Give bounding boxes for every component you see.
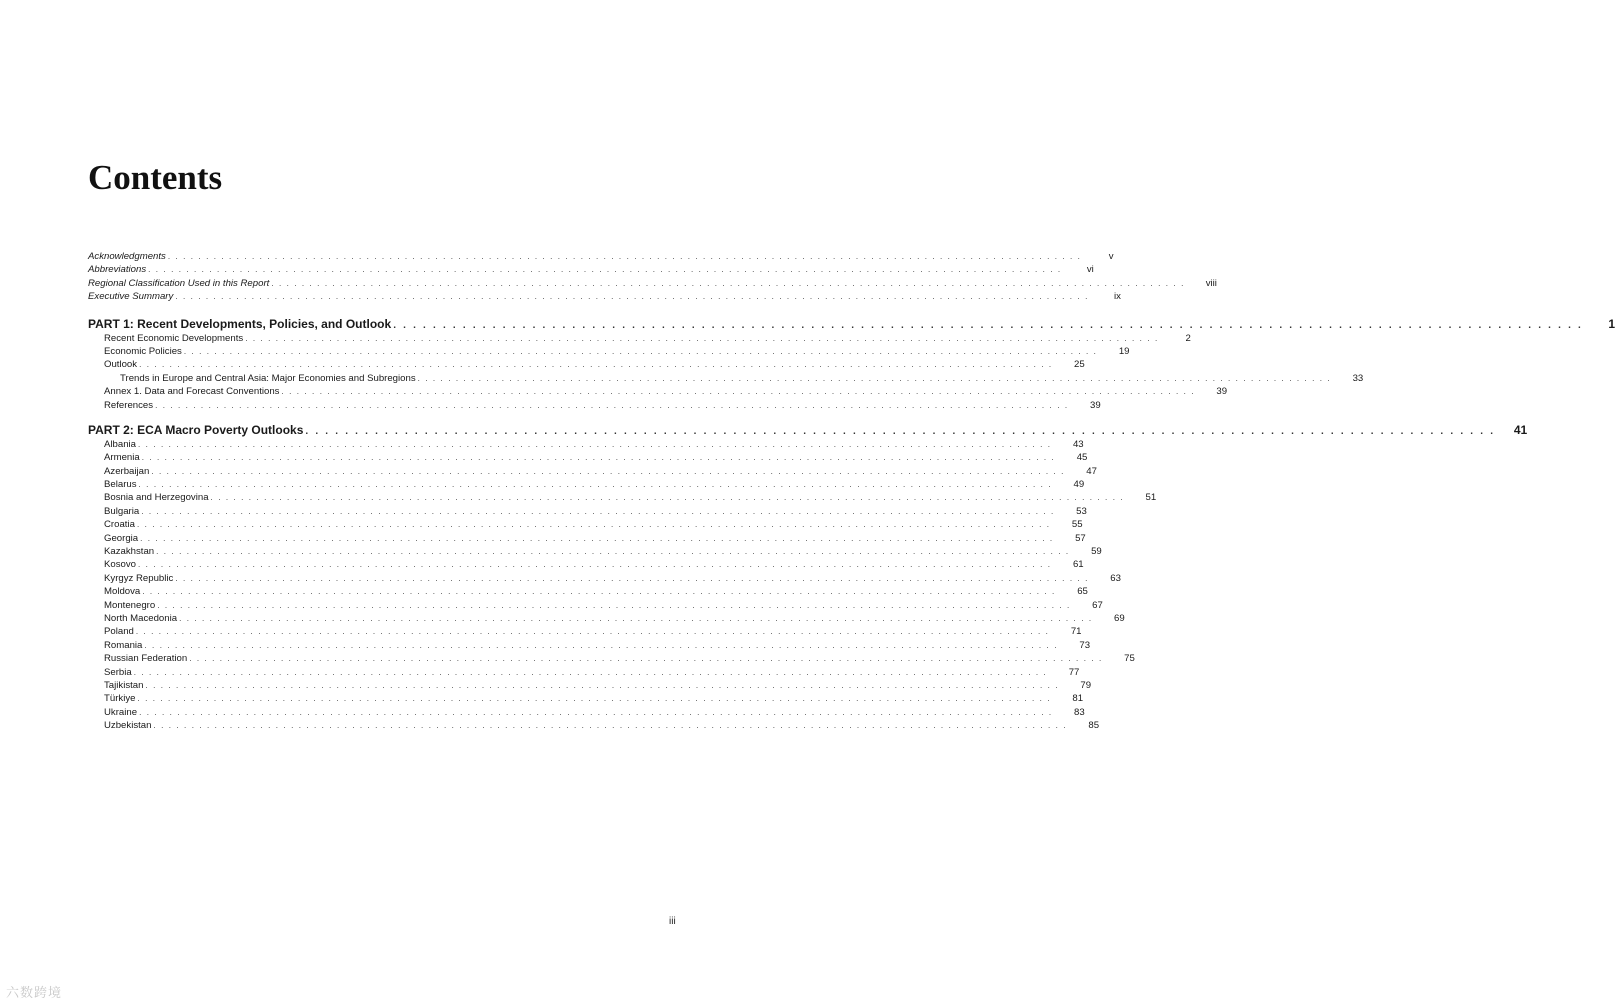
toc-entry[interactable] [88, 478, 1085, 491]
toc-entry-label: Bulgaria [104, 505, 140, 517]
part2-section [88, 422, 1528, 733]
toc-entry-label: Acknowledgments [88, 251, 166, 262]
toc-entry-page: 55 [1071, 519, 1083, 531]
dot-leader: . . . . . . . . . . . . . . . . . . . . . . . . . . . . . . . . . . . . . . . . . . . . . . . . . . . . . . . . . . . . . . . . . . . . . . . . . . . . . . . . . . . . . . . . . . . . . . . . . . . . . . . . . . . . . . . . . . . . . . . . [153, 721, 1068, 731]
dot-leader: . . . . . . . . . . . . . . . . . . . . . . . . . . . . . . . . . . . . . . . . . . . . . . . . . . . . . . . . . . . . . . . . . . . . . . . . . . . . . . . . . . . . . . . . . . . . . . . . . . . . . . . . . . . . . . . . . . . . . . . . [393, 319, 1584, 331]
toc-entry-label: Outlook [104, 359, 138, 371]
toc-entry-page: 49 [1073, 479, 1085, 491]
toc-entry-page: 79 [1080, 679, 1092, 691]
toc-entry-page: v [1108, 251, 1114, 262]
toc-entry-page: 71 [1070, 626, 1082, 638]
dot-leader: . . . . . . . . . . . . . . . . . . . . . . . . . . . . . . . . . . . . . . . . . . . . . . . . . . . . . . . . . . . . . . . . . . . . . . . . . . . . . . . . . . . . . . . . . . . . . . . . . . . . . . . . . . . . . . . . . . . . . . . . [135, 627, 1050, 637]
toc-entry-label: Kyrgyz Republic [104, 572, 174, 584]
dot-leader: . . . . . . . . . . . . . . . . . . . . . . . . . . . . . . . . . . . . . . . . . . . . . . . . . . . . . . . . . . . . . . . . . . . . . . . . . . . . . . . . . . . . . . . . . . . . . . . . . . . . . . . . . . . . . . . . . . . . . . . . [179, 613, 1093, 623]
toc-entry-label: Annex 1. Data and Forecast Conventions [104, 386, 280, 398]
toc-entry-label: Armenia [104, 452, 140, 464]
toc-entry-label: Albania [104, 438, 137, 450]
toc-entry-label: Georgia [104, 532, 139, 544]
toc-entry-label: Regional Classification Used in this Report [88, 277, 270, 289]
toc-entry[interactable] [88, 399, 1101, 412]
dot-leader: . . . . . . . . . . . . . . . . . . . . . . . . . . . . . . . . . . . . . . . . . . . . . . . . . . . . . . . . . . . . . . . . . . . . . . . . . . . . . . . . . . . . . . . . . . . . . . . . . . . . . . . . . . . . . . . . . . . . . . . . [175, 292, 1089, 302]
dot-leader: . . . . . . . . . . . . . . . . . . . . . . . . . . . . . . . . . . . . . . . . . . . . . . . . . . . . . . . . . . . . . . . . . . . . . . . . . . . . . . . . . . . . . . . . . . . . . . . . . . . . . . . . . . . . . . . . . . . . . . . . [155, 400, 1069, 410]
toc-entry-page: 77 [1068, 666, 1080, 678]
toc-entry[interactable] [88, 438, 1084, 451]
page-title: Contents [88, 158, 223, 197]
toc-entry-page: 73 [1079, 639, 1091, 651]
toc-entry-label: Romania [104, 639, 143, 651]
toc-entry-page: 81 [1072, 693, 1084, 705]
dot-leader: . . . . . . . . . . . . . . . . . . . . . . . . . . . . . . . . . . . . . . . . . . . . . . . . . . . . . . . . . . . . . . . . . . . . . . . . . . . . . . . . . . . . . . . . . . . . . . . . . . . . . . . . . . . . . . . . . . . . . . . . [141, 453, 1056, 463]
toc-entry-page: 67 [1092, 599, 1103, 611]
toc-entry-page: 57 [1075, 532, 1086, 544]
toc-entry[interactable] [88, 558, 1084, 571]
toc-entry[interactable] [88, 263, 1094, 276]
toc-entry[interactable] [88, 625, 1082, 638]
toc-entry-page: 51 [1145, 492, 1157, 504]
toc-entry-label: Montenegro [104, 599, 156, 611]
toc-entry-page: 39 [1090, 399, 1101, 411]
toc-entry-page: 59 [1091, 546, 1102, 558]
toc-entry-label: Moldova [104, 586, 141, 598]
toc-entry-label: Serbia [104, 666, 132, 678]
toc-entry[interactable] [88, 692, 1084, 705]
dot-leader: . . . . . . . . . . . . . . . . . . . . . . . . . . . . . . . . . . . . . . . . . . . . . . . . . . . . . . . . . . . . . . . . . . . . . . . . . . . . . . . . . . . . . . . . . . . . . . . . . . . . . . . . . . . . . . . . . . . . . . . . [139, 360, 1053, 370]
table-of-contents [88, 250, 1615, 733]
dot-leader: . . . . . . . . . . . . . . . . . . . . . . . . . . . . . . . . . . . . . . . . . . . . . . . . . . . . . . . . . . . . . . . . . . . . . . . . . . . . . . . . . . . . . . . . . . . . . . . . . . . . . . . . . . . . . . . . . . . . . . . . [136, 520, 1051, 530]
dot-leader: . . . . . . . . . . . . . . . . . . . . . . . . . . . . . . . . . . . . . . . . . . . . . . . . . . . . . . . . . . . . . . . . . . . . . . . . . . . . . . . . . . . . . . . . . . . . . . . . . . . . . . . . . . . . . . . . . . . . . . . . [139, 707, 1053, 717]
toc-entry[interactable] [88, 666, 1080, 679]
toc-entry-label: Kosovo [104, 559, 136, 571]
toc-entry-label: References [104, 399, 154, 411]
dot-leader: . . . . . . . . . . . . . . . . . . . . . . . . . . . . . . . . . . . . . . . . . . . . . . . . . . . . . . . . . . . . . . . . . . . . . . . . . . . . . . . . . . . . . . . . . . . . . . . . . . . . . . . . . . . . . . . . . . . . . . . . [144, 640, 1059, 650]
toc-entry-label: Recent Economic Developments [104, 332, 244, 344]
toc-entry[interactable] [88, 585, 1088, 598]
toc-entry-label: Poland [104, 626, 134, 638]
toc-entry[interactable] [88, 706, 1085, 719]
toc-entry-label: Trends in Europe and Central Asia: Major Economies and Subregions [120, 372, 416, 384]
dot-leader: . . . . . . . . . . . . . . . . . . . . . . . . . . . . . . . . . . . . . . . . . . . . . . . . . . . . . . . . . . . . . . . . . . . . . . . . . . . . . . . . . . . . . . . . . . . . . . . . . . . . . . . . . . . . . . . . . . . . . . . . [148, 265, 1062, 275]
toc-entry-label: Kazakhstan [104, 546, 155, 558]
toc-entry[interactable] [88, 652, 1135, 665]
dot-leader: . . . . . . . . . . . . . . . . . . . . . . . . . . . . . . . . . . . . . . . . . . . . . . . . . . . . . . . . . . . . . . . . . . . . . . . . . . . . . . . . . . . . . . . . . . . . . . . . . . . . . . . . . . . . . . . . . . . . . . . . [142, 587, 1056, 597]
toc-entry[interactable] [88, 465, 1097, 478]
toc-entry-label: Abbreviations [88, 264, 147, 276]
toc-entry-page: viii [1205, 277, 1217, 289]
dot-leader: . . . . . . . . . . . . . . . . . . . . . . . . . . . . . . . . . . . . . . . . . . . . . . . . . . . . . . . . . . . . . . . . . . . . . . . . . . . . . . . . . . . . . . . . . . . . . . . . . . . . . . . . . . . . . . . . . . . . . . . . [183, 346, 1098, 356]
toc-entry-page: 43 [1072, 438, 1084, 450]
toc-entry-page: 19 [1118, 345, 1130, 357]
toc-entry[interactable] [88, 612, 1125, 625]
toc-entry-page: 53 [1076, 505, 1087, 517]
toc-entry[interactable] [88, 358, 1085, 371]
toc-entry-label: Uzbekistan [104, 720, 152, 732]
toc-entry[interactable] [88, 679, 1092, 692]
toc-entry[interactable] [88, 599, 1103, 612]
dot-leader: . . . . . . . . . . . . . . . . . . . . . . . . . . . . . . . . . . . . . . . . . . . . . . . . . . . . . . . . . . . . . . . . . . . . . . . . . . . . . . . . . . . . . . . . . . . . . . . . . . . . . . . . . . . . . . . . . . . . . . . . [210, 493, 1125, 503]
dot-leader: . . . . . . . . . . . . . . . . . . . . . . . . . . . . . . . . . . . . . . . . . . . . . . . . . . . . . . . . . . . . . . . . . . . . . . . . . . . . . . . . . . . . . . . . . . . . . . . . . . . . . . . . . . . . . . . . . . . . . . . . [151, 466, 1065, 476]
toc-entry[interactable] [88, 372, 1364, 385]
toc-entry-label: Azerbaijan [104, 465, 150, 477]
toc-entry[interactable] [88, 332, 1191, 345]
dot-leader: . . . . . . . . . . . . . . . . . . . . . . . . . . . . . . . . . . . . . . . . . . . . . . . . . . . . . . . . . . . . . . . . . . . . . . . . . . . . . . . . . . . . . . . . . . . . . . . . . . . . . . . . . . . . . . . . . . . . . . . . [156, 547, 1070, 557]
toc-entry[interactable] [88, 491, 1157, 504]
toc-entry[interactable] [88, 290, 1121, 303]
dot-leader: . . . . . . . . . . . . . . . . . . . . . . . . . . . . . . . . . . . . . . . . . . . . . . . . . . . . . . . . . . . . . . . . . . . . . . . . . . . . . . . . . . . . . . . . . . . . . . . . . . . . . . . . . . . . . . . . . . . . . . . . [138, 560, 1052, 570]
toc-entry-page: 69 [1114, 612, 1125, 624]
dot-leader: . . . . . . . . . . . . . . . . . . . . . . . . . . . . . . . . . . . . . . . . . . . . . . . . . . . . . . . . . . . . . . . . . . . . . . . . . . . . . . . . . . . . . . . . . . . . . . . . . . . . . . . . . . . . . . . . . . . . . . . . [281, 387, 1196, 397]
toc-entry-label: Russian Federation [104, 653, 188, 665]
toc-entry[interactable] [88, 719, 1100, 732]
dot-leader: . . . . . . . . . . . . . . . . . . . . . . . . . . . . . . . . . . . . . . . . . . . . . . . . . . . . . . . . . . . . . . . . . . . . . . . . . . . . . . . . . . . . . . . . . . . . . . . . . . . . . . . . . . . . . . . . . . . . . . . . [417, 373, 1332, 383]
dot-leader: . . . . . . . . . . . . . . . . . . . . . . . . . . . . . . . . . . . . . . . . . . . . . . . . . . . . . . . . . . . . . . . . . . . . . . . . . . . . . . . . . . . . . . . . . . . . . . . . . . . . . . . . . . . . . . . . . . . . . . . . [271, 278, 1185, 288]
toc-entry-page: 47 [1086, 465, 1097, 477]
dot-leader: . . . . . . . . . . . . . . . . . . . . . . . . . . . . . . . . . . . . . . . . . . . . . . . . . . . . . . . . . . . . . . . . . . . . . . . . . . . . . . . . . . . . . . . . . . . . . . . . . . . . . . . . . . . . . . . . . . . . . . . . [133, 667, 1048, 677]
toc-entry-page: 61 [1072, 559, 1084, 571]
toc-entry[interactable] [88, 532, 1086, 545]
toc-entry[interactable] [88, 250, 1114, 263]
toc-entry-label: Belarus [104, 479, 137, 491]
toc-entry-page: 63 [1110, 572, 1121, 584]
toc-entry-label: Croatia [104, 519, 135, 531]
toc-entry[interactable] [88, 572, 1121, 585]
toc-entry-label: PART 1: Recent Developments, Policies, and Outlook [88, 316, 392, 331]
dot-leader: . . . . . . . . . . . . . . . . . . . . . . . . . . . . . . . . . . . . . . . . . . . . . . . . . . . . . . . . . . . . . . . . . . . . . . . . . . . . . . . . . . . . . . . . . . . . . . . . . . . . . . . . . . . . . . . . . . . . . . . . [167, 252, 1082, 261]
dot-leader: . . . . . . . . . . . . . . . . . . . . . . . . . . . . . . . . . . . . . . . . . . . . . . . . . . . . . . . . . . . . . . . . . . . . . . . . . . . . . . . . . . . . . . . . . . . . . . . . . . . . . . . . . . . . . . . . . . . . . . . . [138, 480, 1053, 490]
toc-entry[interactable] [88, 545, 1102, 558]
part2-items [88, 438, 1157, 733]
toc-part-heading[interactable] [88, 422, 1528, 438]
toc-entry-label: Türkiye [104, 693, 136, 705]
toc-entry-page: 1 [1608, 316, 1615, 331]
toc-entry-label: Ukraine [104, 706, 138, 718]
toc-entry[interactable] [88, 639, 1091, 652]
toc-entry-label: Bosnia and Herzegovina [104, 492, 209, 504]
toc-entry[interactable] [88, 505, 1087, 518]
toc-entry[interactable] [88, 345, 1130, 358]
part1-section [88, 316, 1615, 412]
dot-leader: . . . . . . . . . . . . . . . . . . . . . . . . . . . . . . . . . . . . . . . . . . . . . . . . . . . . . . . . . . . . . . . . . . . . . . . . . . . . . . . . . . . . . . . . . . . . . . . . . . . . . . . . . . . . . . . . . . . . . . . . [141, 506, 1055, 516]
toc-entry-label: Tajikistan [104, 679, 144, 691]
watermark-text: 六数跨境 [6, 985, 63, 1000]
toc-entry-page: 85 [1088, 720, 1100, 732]
toc-part-heading[interactable] [88, 316, 1615, 332]
toc-entry[interactable] [88, 277, 1217, 290]
dot-leader: . . . . . . . . . . . . . . . . . . . . . . . . . . . . . . . . . . . . . . . . . . . . . . . . . . . . . . . . . . . . . . . . . . . . . . . . . . . . . . . . . . . . . . . . . . . . . . . . . . . . . . . . . . . . . . . . . . . . . . . . [305, 425, 1496, 437]
toc-entry-page: vi [1086, 264, 1094, 276]
dot-leader: . . . . . . . . . . . . . . . . . . . . . . . . . . . . . . . . . . . . . . . . . . . . . . . . . . . . . . . . . . . . . . . . . . . . . . . . . . . . . . . . . . . . . . . . . . . . . . . . . . . . . . . . . . . . . . . . . . . . . . . . [175, 573, 1089, 583]
toc-entry-page: 39 [1216, 386, 1228, 398]
watermark-logo [6, 982, 62, 1001]
toc-entry-label: Executive Summary [88, 291, 174, 303]
toc-entry-page: 25 [1074, 359, 1085, 371]
toc-entry[interactable] [88, 451, 1088, 464]
dot-leader: . . . . . . . . . . . . . . . . . . . . . . . . . . . . . . . . . . . . . . . . . . . . . . . . . . . . . . . . . . . . . . . . . . . . . . . . . . . . . . . . . . . . . . . . . . . . . . . . . . . . . . . . . . . . . . . . . . . . . . . . [140, 533, 1054, 543]
dot-leader: . . . . . . . . . . . . . . . . . . . . . . . . . . . . . . . . . . . . . . . . . . . . . . . . . . . . . . . . . . . . . . . . . . . . . . . . . . . . . . . . . . . . . . . . . . . . . . . . . . . . . . . . . . . . . . . . . . . . . . . . [245, 333, 1159, 343]
dot-leader: . . . . . . . . . . . . . . . . . . . . . . . . . . . . . . . . . . . . . . . . . . . . . . . . . . . . . . . . . . . . . . . . . . . . . . . . . . . . . . . . . . . . . . . . . . . . . . . . . . . . . . . . . . . . . . . . . . . . . . . . [138, 439, 1052, 449]
toc-entry-label: Economic Policies [104, 345, 182, 357]
toc-entry-label: North Macedonia [104, 612, 178, 624]
part1-items [88, 332, 1364, 412]
toc-entry-page: 33 [1352, 372, 1364, 384]
toc-entry-page: ix [1114, 291, 1121, 303]
dot-leader: . . . . . . . . . . . . . . . . . . . . . . . . . . . . . . . . . . . . . . . . . . . . . . . . . . . . . . . . . . . . . . . . . . . . . . . . . . . . . . . . . . . . . . . . . . . . . . . . . . . . . . . . . . . . . . . . . . . . . . . . [145, 680, 1060, 690]
toc-entry-page: 2 [1185, 332, 1191, 344]
toc-entry[interactable] [88, 385, 1228, 398]
dot-leader: . . . . . . . . . . . . . . . . . . . . . . . . . . . . . . . . . . . . . . . . . . . . . . . . . . . . . . . . . . . . . . . . . . . . . . . . . . . . . . . . . . . . . . . . . . . . . . . . . . . . . . . . . . . . . . . . . . . . . . . . [137, 694, 1052, 704]
page-number: iii [669, 916, 676, 927]
front-matter-list [88, 250, 1217, 304]
toc-entry-page: 41 [1513, 422, 1528, 437]
toc-entry-page: 65 [1077, 586, 1088, 598]
dot-leader: . . . . . . . . . . . . . . . . . . . . . . . . . . . . . . . . . . . . . . . . . . . . . . . . . . . . . . . . . . . . . . . . . . . . . . . . . . . . . . . . . . . . . . . . . . . . . . . . . . . . . . . . . . . . . . . . . . . . . . . . [189, 654, 1103, 664]
dot-leader: . . . . . . . . . . . . . . . . . . . . . . . . . . . . . . . . . . . . . . . . . . . . . . . . . . . . . . . . . . . . . . . . . . . . . . . . . . . . . . . . . . . . . . . . . . . . . . . . . . . . . . . . . . . . . . . . . . . . . . . . [157, 600, 1071, 610]
toc-entry[interactable] [88, 518, 1083, 531]
toc-entry-page: 83 [1074, 706, 1085, 718]
toc-entry-page: 75 [1124, 653, 1135, 665]
toc-entry-page: 45 [1076, 452, 1088, 464]
toc-entry-label: PART 2: ECA Macro Poverty Outlooks [88, 422, 304, 437]
